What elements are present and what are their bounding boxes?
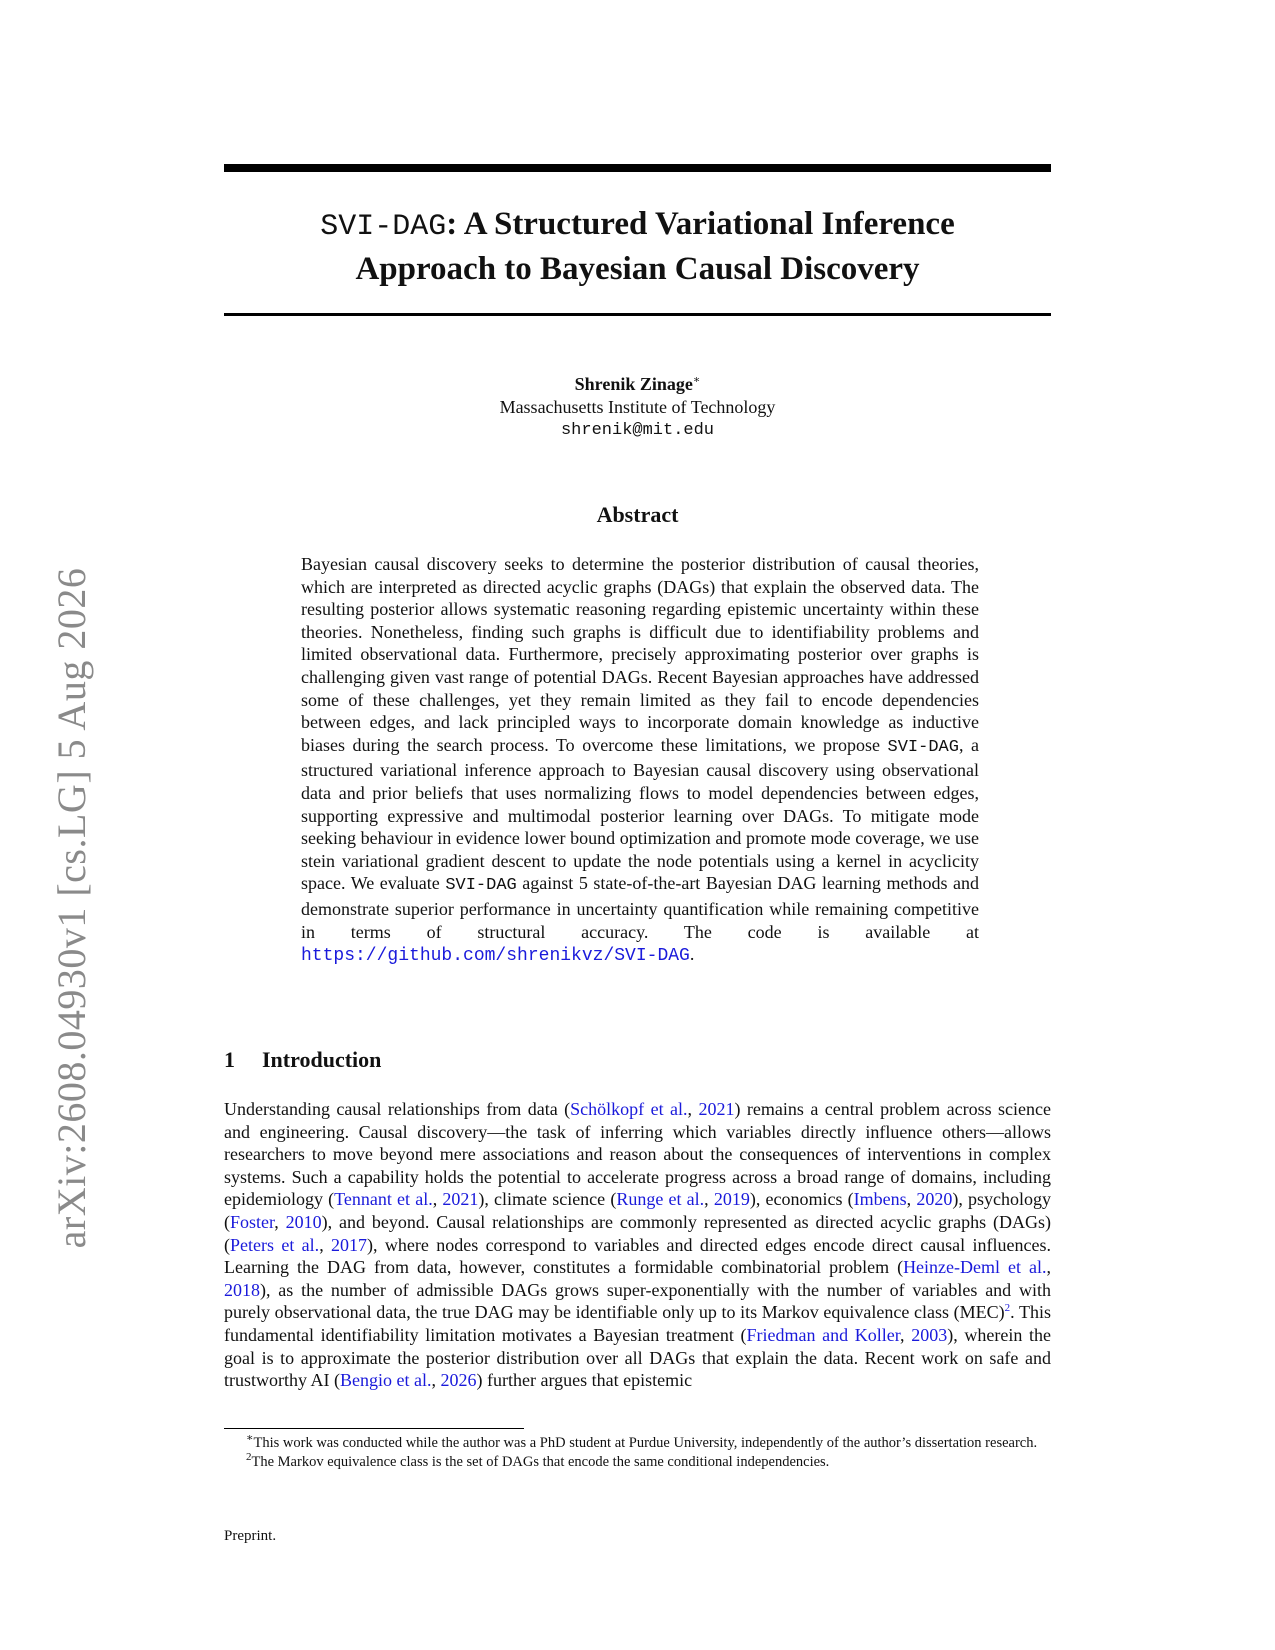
abstract-method-name-2: SVI-DAG (445, 876, 517, 896)
code-url-link[interactable]: https://github.com/shrenikvz/SVI-DAG (301, 946, 690, 967)
arxiv-identifier: arXiv:2608.04930v1 [cs.LG] 5 Aug 2026 (49, 567, 94, 1249)
citation-year-link[interactable]: 2019 (713, 1189, 750, 1210)
footnote-1 (224, 1434, 1051, 1453)
abstract-text-3: against 5 state-of-the-art Bayesian DAG learning methods and demonstrate superior performance in uncertainty quantification while remaining competitive in terms of structural accuracy. The code is available at (301, 873, 980, 942)
intro-text: ) further argues that epistemic (476, 1370, 693, 1391)
title-line2: Approach to Bayesian Causal Discovery (355, 251, 920, 287)
footnotes (224, 1434, 1051, 1472)
abstract-body (301, 553, 979, 968)
citation-year-link[interactable]: 2021 (698, 1099, 735, 1119)
intro-text: ), as the number of admissible DAGs grows super-exponentially with the number of variables and with purely observational data, the true DAG may be identifiable only up to its Markov equivalence class (MEC) (224, 1279, 1051, 1323)
intro-text: Understanding causal relationships from data ( (224, 1099, 571, 1119)
citation-link[interactable]: Schölkopf et al. (570, 1099, 688, 1119)
section-number: 1 (224, 1047, 235, 1072)
footnote-2-mark: 2 (246, 1451, 252, 1464)
citation-link[interactable]: Runge et al. (616, 1189, 705, 1210)
citation-link[interactable]: Imbens (853, 1189, 907, 1210)
intro-text: ), where nodes correspond to variables and directed edges encode direct causal influences. Learning the DAG from data, however, constitutes a formidable combinatorial problem ( (224, 1234, 1051, 1278)
footnote-2-text: The Markov equivalence class is the set of DAGs that encode the same conditional independencies. (251, 1454, 830, 1470)
citation-year-link[interactable]: 2018 (224, 1279, 260, 1300)
citation-year-link[interactable]: 2010 (285, 1211, 322, 1232)
author-block (224, 373, 1051, 442)
intro-text: ) remains a central problem across science and engineering. Causal discovery—the task of inferring which variables directly influence others—allows researchers to move beyond mere associations and reason about the consequences of interventions in complex systems. Such a capability holds the potential to accelerate progress across a broad range of domains, including epidemiology ( (224, 1099, 1052, 1210)
citation-link[interactable]: Tennant et al. (334, 1189, 433, 1210)
introduction-paragraph: Understanding causal relationships from data (Schölkopf et al., 2021) remains a central problem across science and engineering. Causal discovery—the task of inferring which variables directly influence others—allows researchers to move beyond mere associations and reason about the consequences of interventions in complex systems. Such a capability holds the potential to accelerate progress across a broad range of domains, including epidemiology (Tennant et al., 2021), climate science (Runge et al., 2019), economics (Imbens, 2020), psychology (Foster, 2010), and beyond. Causal relationships are commonly represented as directed acyclic graphs (DAGs) (Peters et al., 2017), where nodes correspond to variables and directed edges encode direct causal influences. Learning the DAG from data, however, constitutes a formidable combinatorial problem (Heinze-Deml et al., 2018), as the number of admissible DAGs grows super-exponentially with the number of variables and with purely observational data, the true DAG may be identifiable only up to its Markov equivalence class (MEC)$^2$. This fundamental identifiability limitation motivates a Bayesian treatment (Friedman and Koller, 2003), wherein the goal is to approximate the posterior distribution over all DAGs that explain the data. Recent work on safe and trustworthy AI (Bengio et al., 2026) further argues that epistemic (224, 1099, 1052, 1391)
section-heading-introduction (224, 1047, 381, 1073)
abstract-method-name: SVI-DAG (887, 737, 959, 757)
title-method-name: SVI-DAG (320, 210, 447, 244)
paper-title (224, 203, 1051, 290)
section-title: Introduction (262, 1047, 382, 1072)
abstract-heading: Abstract (596, 502, 679, 527)
footnote-1-mark: ∗ (246, 1432, 254, 1445)
citation-year-link[interactable]: 2003 (911, 1324, 948, 1345)
author-affiliation: Massachusetts Institute of Technology (499, 397, 776, 417)
intro-text: . This fundamental identifiability limitation motivates a Bayesian treatment ( (224, 1302, 1051, 1345)
citation-link[interactable]: Friedman and Koller (746, 1324, 901, 1345)
title-rule-top (224, 164, 1051, 172)
author-name: Shrenik Zinage (574, 374, 693, 394)
footnote-2 (224, 1453, 1051, 1472)
citation-link[interactable]: Heinze-Deml et al. (903, 1257, 1047, 1278)
abstract-text-1: Bayesian causal discovery seeks to determine the posterior distribution of causal theories, which are interpreted as directed acyclic graphs (DAGs) that explain the observed data. The resulting posterior allows systematic reasoning regarding epistemic uncertainty within these theories. Nonetheless, finding such graphs is difficult due to identifiability problems and limited observational data. Furthermore, precisely approximating posterior over graphs is challenging given vast range of potential DAGs. Recent Bayesian approaches have addressed some of these challenges, yet they remain limited as they fail to encode dependencies between edges, and lack principled ways to incorporate domain knowledge as inductive biases during the search process. To overcome these limitations, we propose (301, 554, 979, 755)
author-footnote-mark: ∗ (692, 374, 701, 386)
abstract-text-2: , a structured variational inference approach to Bayesian causal discovery using observational data and prior beliefs that uses normalizing flows to model dependencies between edges, supporting expressive and multimodal posterior learning over DAGs. To mitigate mode seeking behaviour in evidence lower bound optimization and promote mode coverage, we use stein variational gradient descent to update the node potentials using a kernel in acyclicity space. We evaluate (301, 734, 980, 894)
title-rule-bottom (224, 313, 1051, 316)
footnote-ref-link[interactable]: 2 (1004, 1302, 1011, 1315)
intro-text: ), climate science ( (478, 1189, 617, 1210)
citation-link[interactable]: Bengio et al. (340, 1370, 432, 1391)
citation-year-link[interactable]: 2020 (916, 1189, 953, 1210)
intro-text: ), economics ( (749, 1189, 854, 1210)
intro-text: ), wherein the goal is to approximate the posterior distribution over all DAGs that explain the data. Recent work on safe and trustworthy AI ( (224, 1324, 1051, 1391)
footnote-rule (224, 1428, 524, 1429)
author-email: shrenik@mit.edu (560, 421, 715, 440)
title-line1: : A Structured Variational Inference (446, 206, 955, 242)
citation-link[interactable]: Foster (230, 1211, 275, 1232)
citation-year-link[interactable]: 2017 (331, 1234, 368, 1255)
intro-text: ), and beyond. Causal relationships are commonly represented as directed acyclic graphs (DAGs) ( (224, 1211, 1052, 1255)
preprint-label: Preprint. (224, 1528, 277, 1544)
citation-year-link[interactable]: 2021 (442, 1189, 479, 1210)
citation-link[interactable]: Peters et al. (230, 1234, 320, 1255)
footnote-1-text: This work was conducted while the author was a PhD student at Purdue University, independently of the author’s dissertation research. (253, 1435, 1038, 1451)
intro-text: ), psychology ( (224, 1189, 1052, 1232)
abstract-end: . (689, 944, 695, 965)
citation-year-link[interactable]: 2026 (440, 1370, 477, 1391)
